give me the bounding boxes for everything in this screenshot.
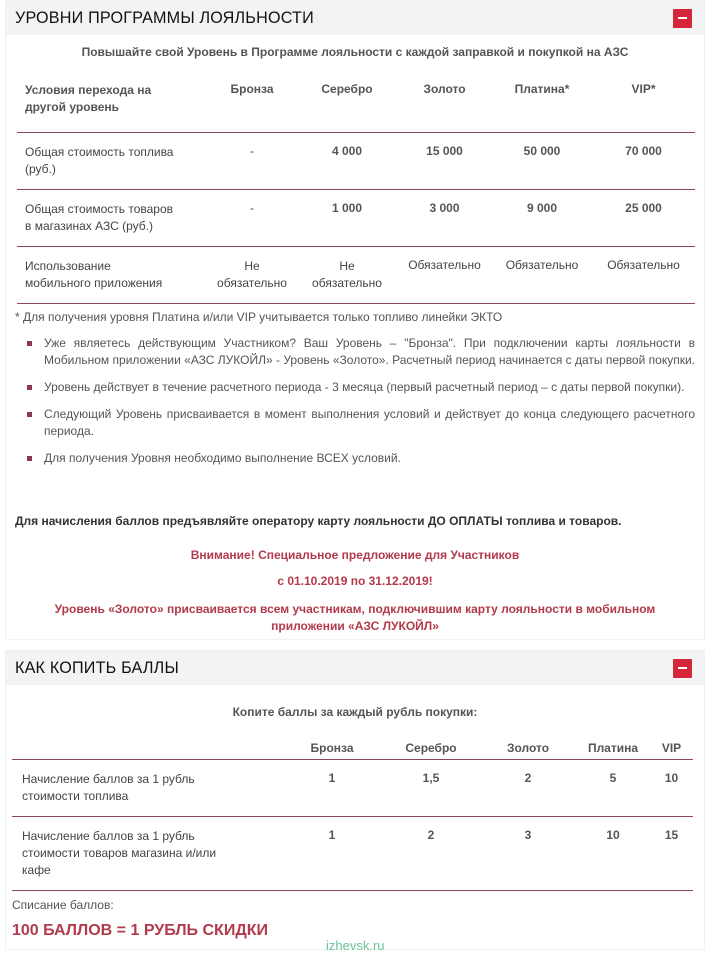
cell: Обязательно [592,247,695,304]
points-table [12,741,693,891]
conditions-list [14,335,695,477]
header-platinum: Платина [576,741,650,760]
cell: 25 000 [592,190,695,247]
promo-dates: с 01.10.2019 по 31.12.2019! [277,574,433,588]
row-label: Использование мобильного приложения [17,247,207,304]
cell: 5 [576,760,650,817]
points-table-header [12,741,693,760]
promo-heading: Внимание! Специальное предложение для Участников [190,548,520,562]
list-item: Следующий Уровень присваивается в момент выполнения условий и действует до конца следующего расчетного периода. [14,406,695,440]
points-subtitle: Копите баллы за каждый рубль покупки: [232,705,478,719]
header-gold: Золото [480,741,576,760]
writeoff-value: 100 БАЛЛОВ = 1 РУБЛЬ СКИДКИ [12,922,268,939]
row-label: Начисление баллов за 1 рубль стоимости топлива [12,760,282,817]
cell: 10 [576,817,650,891]
payment-notice: Для начисления баллов предъявляйте оператору карту лояльности ДО ОПЛАТЫ топлива и товаров. [15,514,622,528]
cell: Обязательно [397,247,492,304]
header-conditions: Условия перехода на другой уровень [17,82,207,133]
header-silver: Серебро [297,82,397,133]
cell: - [207,133,297,190]
loyalty-levels-header[interactable] [6,1,704,35]
cell: 15 000 [397,133,492,190]
cell: Не обязательно [207,247,297,304]
footnote: * Для получения уровня Платина и/или VIP учитывается только топливо линейки ЭКТО [15,310,503,324]
table-row [12,760,693,817]
table-row [17,190,695,247]
header-vip: VIP* [592,82,695,133]
panel-title: УРОВНИ ПРОГРАММЫ ЛОЯЛЬНОСТИ [15,8,314,27]
row-label: Общая стоимость товаров в магазинах АЗС (руб.) [17,190,207,247]
cell: 15 [650,817,693,891]
collapse-button[interactable] [673,659,692,678]
cell: 3 [480,817,576,891]
list-item: Для получения Уровня необходимо выполнение ВСЕХ условий. [14,450,695,467]
cell: - [207,190,297,247]
cell: 1,5 [382,760,480,817]
table-row [12,817,693,891]
cell: 70 000 [592,133,695,190]
cell: 1 [282,760,382,817]
minus-icon [678,17,687,19]
header-vip: VIP [650,741,693,760]
cell: Обязательно [492,247,592,304]
minus-icon [678,667,687,669]
levels-subtitle: Повышайте свой Уровень в Программе лояльности с каждой заправкой и покупкой на АЗС [81,45,629,59]
header-bronze: Бронза [207,82,297,133]
cell: 3 000 [397,190,492,247]
header-platinum: Платина* [492,82,592,133]
cell: 1 000 [297,190,397,247]
table-row [17,133,695,190]
list-item: Уже являетесь действующим Участником? Ваш Уровень – "Бронза". При подключении карты лояльности в Мобильном приложении «АЗС ЛУКОЙЛ» - Уровень «Золото». Расчетный период начинается с даты первой покупки. [14,335,695,369]
collapse-button[interactable] [673,9,692,28]
cell: 2 [480,760,576,817]
table-row [17,247,695,304]
cell: 2 [382,817,480,891]
promo-text: Уровень «Золото» присваивается всем участникам, подключившим карту лояльности в мобильном приложении «АЗС ЛУКОЙЛ» [54,602,656,633]
row-label: Начисление баллов за 1 рубль стоимости товаров магазина и/или кафе [12,817,282,891]
square-bullet-icon [27,412,32,417]
header-empty [12,741,282,760]
levels-table-header [17,82,695,133]
cell: 50 000 [492,133,592,190]
header-bronze: Бронза [282,741,382,760]
cell: 10 [650,760,693,817]
cell: 4 000 [297,133,397,190]
cell: Не обязательно [297,247,397,304]
list-item: Уровень действует в течение расчетного периода - 3 месяца (первый расчетный период – с даты первой покупки). [14,379,695,396]
writeoff-label: Списание баллов: [12,898,114,912]
square-bullet-icon [27,341,32,346]
earn-points-header[interactable] [6,651,704,685]
square-bullet-icon [27,385,32,390]
header-silver: Серебро [382,741,480,760]
cell: 9 000 [492,190,592,247]
panel-title: КАК КОПИТЬ БАЛЛЫ [15,658,179,677]
cell: 1 [282,817,382,891]
levels-table [17,82,695,304]
watermark: izhevsk.ru [326,938,385,953]
square-bullet-icon [27,456,32,461]
row-label: Общая стоимость топлива (руб.) [17,133,207,190]
header-gold: Золото [397,82,492,133]
